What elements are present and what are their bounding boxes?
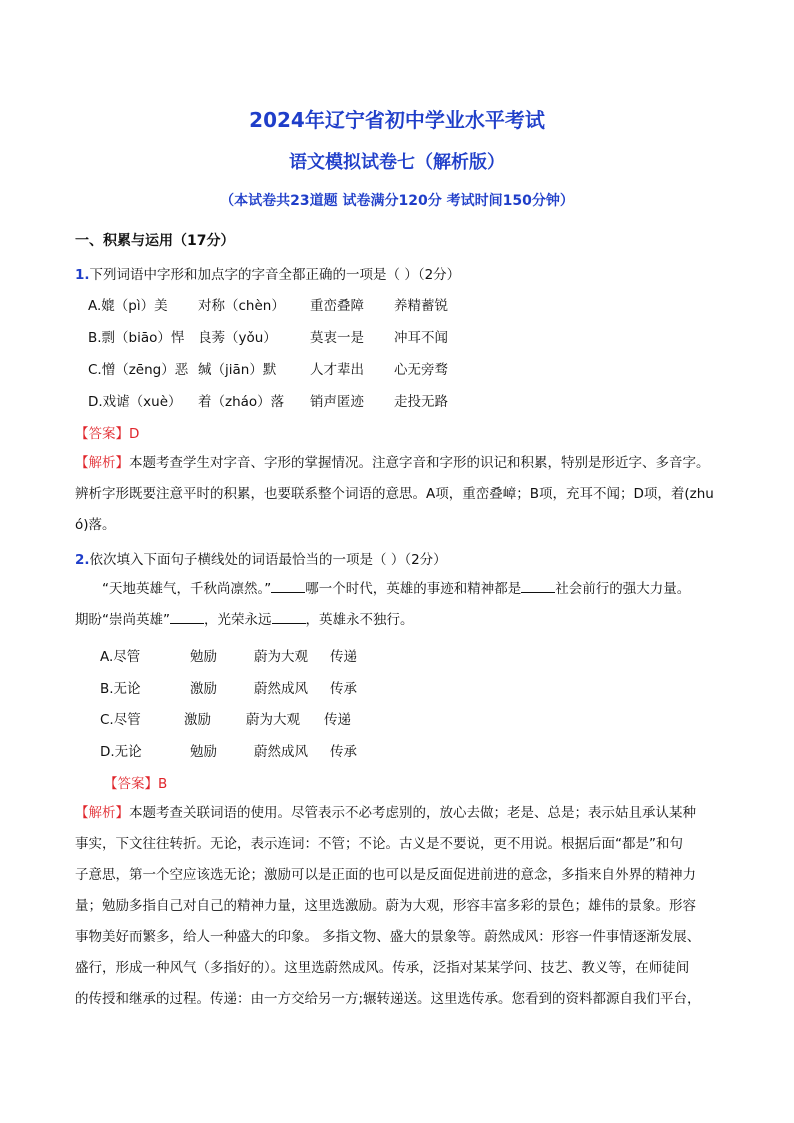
question-1 <box>75 263 460 283</box>
option-row-d <box>100 740 700 760</box>
passage-text: ，光荣永远 <box>204 612 272 628</box>
analysis-line: ó)落。 <box>75 517 116 533</box>
passage-text: ，英雄永不独行。 <box>305 612 414 628</box>
option-word: 销声匿迹 <box>310 394 364 410</box>
option-row-b <box>100 677 700 697</box>
option-b: B.无论 <box>100 681 141 697</box>
option-d: D.无论 <box>100 744 142 760</box>
option-c: C.尽管 <box>100 712 141 728</box>
analysis-label: 【解析】 <box>75 805 129 821</box>
option-row-c <box>100 708 700 728</box>
blank-1 <box>271 582 305 593</box>
option-row-c <box>88 358 688 378</box>
option-word: 传承 <box>330 681 357 697</box>
option-word: 蔚然成风 <box>254 744 308 760</box>
analysis-line: 盛行，形成一种风气（多指好的）。这里选蔚然成风。传承，泛指对某某学问、技艺、教义等，在师徒间 <box>75 960 690 976</box>
answer-2 <box>104 772 167 792</box>
option-word: 传递 <box>330 649 357 665</box>
option-word: 着（zháo）落 <box>198 394 285 410</box>
analysis-2 <box>75 798 735 1015</box>
option-row-a <box>88 294 688 314</box>
option-row-a <box>100 645 700 665</box>
option-row-b <box>88 326 688 346</box>
answer-label: 【答案】 <box>104 776 158 792</box>
option-word: 勉励 <box>190 649 217 665</box>
answer-label: 【答案】 <box>75 426 129 442</box>
option-word: 重峦叠障 <box>310 298 364 314</box>
passage <box>75 574 735 636</box>
option-word: 人才辈出 <box>310 362 364 378</box>
question-stem: 依次填入下面句子横线处的词语最恰当的一项是（ ）（2分） <box>89 552 447 568</box>
question-number: 2. <box>75 552 90 568</box>
exam-info: （本试卷共23道题 试卷满分120分 考试时间150分钟） <box>220 193 574 209</box>
blank-3 <box>170 613 204 624</box>
option-word: 传承 <box>330 744 357 760</box>
passage-text: 社会前行的强大力量。 <box>555 581 691 597</box>
analysis-line: 事实，下文往往转折。无论，表示连词：不管；不论。古义是不要说，更不用说。根据后面“都是”和句 <box>75 836 683 852</box>
blank-4 <box>272 613 306 624</box>
analysis-1 <box>75 448 735 541</box>
option-word: 走投无路 <box>394 394 448 410</box>
analysis-line: 事物美好而繁多，给人一种盛大的印象。 多指文物、盛大的景象等。蔚然成风：形容一件事情逐渐发展、 <box>75 929 701 945</box>
analysis-line: 的传授和继承的过程。传递：由一方交给另一方;辗转递送。这里选传承。您看到的资料都源自我们平台， <box>75 991 701 1007</box>
option-word: 心无旁骛 <box>394 362 448 378</box>
option-c: C.憎（zēng）恶 <box>88 362 189 378</box>
option-word: 养精蓄锐 <box>394 298 448 314</box>
answer-value: B <box>158 776 168 792</box>
option-row-d <box>88 390 688 410</box>
option-a: A.媲（pì）美 <box>88 298 168 314</box>
exam-subtitle: 语文模拟试卷七（解析版） <box>289 152 505 173</box>
option-word: 激励 <box>184 712 211 728</box>
option-word: 对称（chèn） <box>198 298 285 314</box>
analysis-line: 子意思，第一个空应该选无论；激励可以是正面的也可以是反面促进前进的意念，多指来自外界的精神力 <box>75 867 696 883</box>
answer-1 <box>75 422 139 442</box>
question-stem: 下列词语中字形和加点字的字音全都正确的一项是（ ）（2分） <box>89 267 461 283</box>
option-word: 激励 <box>190 681 217 697</box>
question-number: 1. <box>75 267 90 283</box>
option-a: A.尽管 <box>100 649 141 665</box>
analysis-line: 辨析字形既要注意平时的积累，也要联系整个词语的意思。A项，重峦叠嶂；B项，充耳不闻；D项，着(zhu <box>75 486 714 502</box>
option-word: 蔚为大观 <box>246 712 300 728</box>
analysis-line: 本题考查关联词语的使用。尽管表示不必考虑别的，放心去做；老是、总是；表示姑且承认某种 <box>129 805 696 821</box>
option-word: 冲耳不闻 <box>394 330 448 346</box>
exam-title: 2024年辽宁省初中学业水平考试 <box>249 108 545 132</box>
option-word: 蔚然成风 <box>254 681 308 697</box>
option-word: 莫衷一是 <box>310 330 364 346</box>
passage-text: 哪一个时代，英雄的事迹和精神都是 <box>305 581 522 597</box>
option-word: 传递 <box>324 712 351 728</box>
option-word: 蔚为大观 <box>254 649 308 665</box>
analysis-label: 【解析】 <box>75 455 129 471</box>
answer-value: D <box>129 426 140 442</box>
analysis-line: 量；勉励多指自己对自己的精神力量，这里选激励。蔚为大观，形容丰富多彩的景色；雄伟的景象。形容 <box>75 898 696 914</box>
section-heading: 一、积累与运用（17分） <box>75 233 235 249</box>
option-word: 良莠（yǒu） <box>198 330 277 346</box>
analysis-line: 本题考查学生对字音、字形的掌握情况。注意字音和字形的识记和积累，特别是形近字、多音字。 <box>129 455 710 471</box>
option-word: 缄（jiān）默 <box>198 362 277 378</box>
option-d: D.戏谑（xuè） <box>88 394 182 410</box>
question-2 <box>75 548 447 568</box>
passage-text: 期盼“崇尚英雄” <box>75 612 170 628</box>
passage-text: “天地英雄气，千秋尚凛然。” <box>75 581 272 597</box>
option-b: B.剽（biāo）悍 <box>88 330 185 346</box>
blank-2 <box>521 582 555 593</box>
option-word: 勉励 <box>190 744 217 760</box>
